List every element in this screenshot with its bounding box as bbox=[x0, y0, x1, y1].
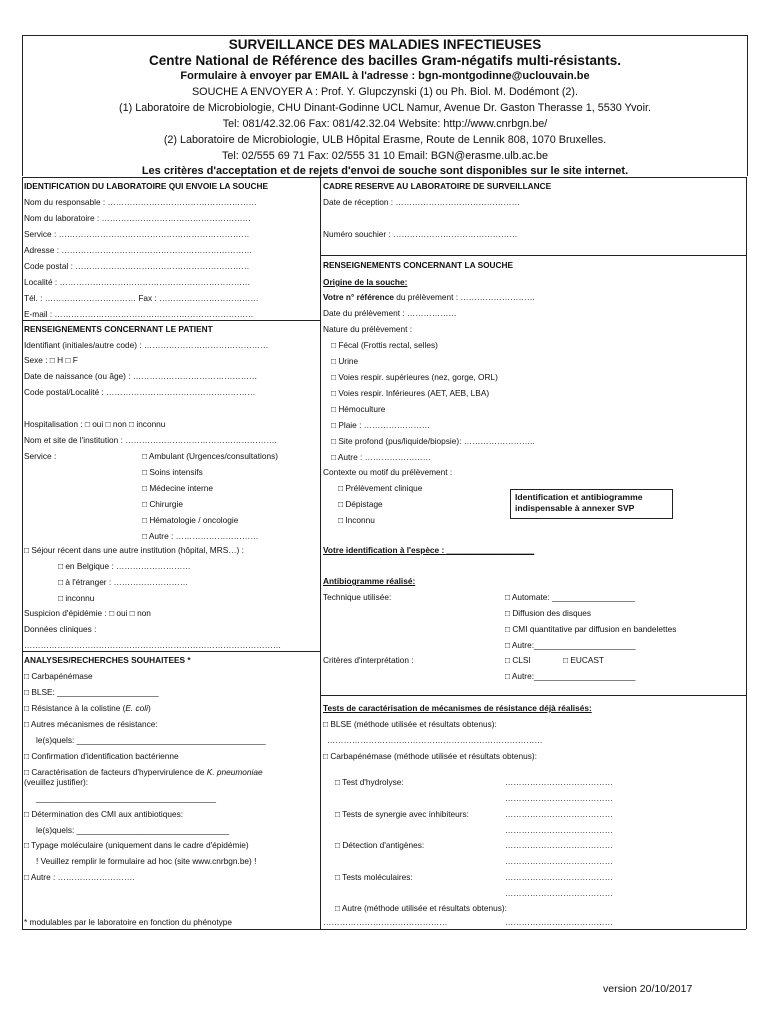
sejour-checkbox[interactable]: □ Séjour récent dans une autre institution (hôpital, MRS…) : bbox=[24, 545, 244, 555]
date-prelevement-field[interactable]: Date du prélèvement : ……………… bbox=[323, 308, 457, 318]
service-option-medecine[interactable]: □ Médecine interne bbox=[142, 483, 213, 493]
lab1-contact: Tel: 081/42.32.06 Fax: 081/42.32.04 Website: http://www.cnrbgn.be/ bbox=[222, 118, 548, 130]
critere-clsi[interactable]: □ CLSI bbox=[505, 655, 531, 665]
date-naissance-field[interactable]: Date de naissance (ou âge) : ……………………………………… bbox=[24, 371, 258, 381]
souche-heading: RENSEIGNEMENTS CONCERNANT LA SOUCHE bbox=[323, 260, 514, 270]
caracterisation-justify-label: (veuillez justifier): bbox=[24, 777, 89, 787]
espece-field[interactable]: Votre identification à l'espèce : ___________________ bbox=[323, 545, 535, 555]
analyse-typage[interactable]: □ Typage moléculaire (uniquement dans le cadre d'épidémie) bbox=[24, 840, 249, 850]
contexte-label: Contexte ou motif du prélèvement : bbox=[323, 467, 453, 477]
patient-code-postal-field[interactable]: Code postal/Localité : ……………………………………………… bbox=[24, 387, 256, 397]
reserved-heading: CADRE RESERVE AU LABORATOIRE DE SURVEILLANCE bbox=[323, 181, 552, 191]
souche-tests-separator bbox=[320, 695, 746, 696]
analyse-autres[interactable]: □ Autres mécanismes de résistance: bbox=[24, 719, 158, 729]
analyses-heading: ANALYSES/RECHERCHES SOUHAITEES * bbox=[24, 655, 191, 665]
grid-center-divider bbox=[320, 177, 321, 929]
analyses-footnote: * modulables par le laboratoire en fonction du phénotype bbox=[24, 917, 233, 927]
technique-autre[interactable]: □ Autre:______________________ bbox=[505, 640, 636, 650]
version-label: version 20/10/2017 bbox=[603, 983, 693, 995]
colistine-close: ) bbox=[147, 703, 151, 713]
nature-hemoculture[interactable]: □ Hémoculture bbox=[331, 404, 386, 414]
reserved-souche-separator bbox=[320, 255, 746, 256]
technique-label: Technique utilisée: bbox=[323, 592, 392, 602]
lab-patient-separator bbox=[22, 320, 320, 321]
caracterisation-text: □ Caractérisation de facteurs d'hypervirulence de bbox=[24, 767, 207, 777]
analyse-autre[interactable]: □ Autre : ………………………. bbox=[24, 872, 135, 882]
grid-bottom-line bbox=[22, 929, 746, 930]
patient-analyses-separator bbox=[22, 651, 320, 652]
sejour-belgique[interactable]: □ en Belgique : ……………………… bbox=[58, 561, 191, 571]
analyse-blse[interactable]: □ BLSE: ______________________ bbox=[24, 687, 159, 697]
colistine-text: □ Résistance à la colistine ( bbox=[24, 703, 126, 713]
identification-notice-line1: Identification et antibiogramme bbox=[515, 492, 643, 502]
lab2-address: (2) Laboratoire de Microbiologie, ULB Hôpital Erasme, Route de Lennik 808, 1070 Bruxelles. bbox=[163, 134, 607, 146]
lab-id-heading: IDENTIFICATION DU LABORATOIRE QUI ENVOIE LA SOUCHE bbox=[24, 181, 268, 191]
identification-notice-box bbox=[510, 489, 673, 519]
identifiant-field[interactable]: Identifiant (initiales/autre code) : ……………………………………… bbox=[24, 340, 269, 350]
hydrolyse-field-1[interactable]: ………………………………… bbox=[505, 777, 613, 787]
service-label: Service : bbox=[24, 451, 57, 461]
test-carbapenemase[interactable]: □ Carbapénémase (méthode utilisée et résultats obtenus): bbox=[323, 751, 537, 761]
autres-quels-field[interactable]: le(s)quels: _________________________________________ bbox=[36, 735, 266, 745]
reference-field[interactable] bbox=[323, 292, 535, 303]
antigenes-field-2[interactable]: ………………………………… bbox=[505, 856, 613, 866]
email-field[interactable]: E-mail : ……………………………………………………………… bbox=[24, 309, 254, 319]
caracterisation-field[interactable]: _______________________________________ bbox=[36, 793, 216, 803]
test-autre[interactable]: □ Autre (méthode utilisée et résultats obtenus): bbox=[335, 903, 507, 913]
service-option-soins-intensifs[interactable]: □ Soins intensifs bbox=[142, 467, 203, 477]
antigenes-field-1[interactable]: ………………………………… bbox=[505, 840, 613, 850]
analyse-confirmation[interactable]: □ Confirmation d'identification bactérienne bbox=[24, 751, 179, 761]
criteres-label: Critères d'interprétation : bbox=[323, 655, 414, 665]
nature-label: Nature du prélèvement : bbox=[323, 324, 413, 334]
adresse-field[interactable]: Adresse : …………………………………………………………… bbox=[24, 245, 253, 255]
moleculaires-field-1[interactable]: ………………………………… bbox=[505, 872, 613, 882]
technique-diffusion[interactable]: □ Diffusion des disques bbox=[505, 608, 592, 618]
technique-cmi[interactable]: □ CMI quantitative par diffusion en bandelettes bbox=[505, 624, 677, 634]
form-subtitle: Centre National de Référence des bacilles Gram-négatifs multi-résistants. bbox=[149, 53, 621, 68]
caracterisation-species: K. pneumoniae bbox=[206, 767, 263, 777]
test-autre-field-2[interactable]: ………………………………… bbox=[505, 917, 613, 927]
test-antigenes[interactable]: □ Détection d'antigènes: bbox=[335, 840, 425, 850]
souche-recipient: SOUCHE A ENVOYER A : Prof. Y. Glupczynski (1) ou Ph. Biol. M. Dodémont (2). bbox=[191, 86, 579, 98]
test-synergie[interactable]: □ Tests de synergie avec inhibiteurs: bbox=[335, 809, 469, 819]
typage-note: ! Veuillez remplir le formulaire ad hoc (site www.cnrbgn.be) ! bbox=[36, 856, 257, 866]
analyse-cmi[interactable]: □ Détermination des CMI aux antibiotiques: bbox=[24, 809, 184, 819]
date-reception-field[interactable]: Date de réception : ……………………………………… bbox=[323, 197, 520, 207]
nature-autre[interactable]: □ Autre : …………………… bbox=[331, 452, 431, 462]
donnees-label: Données cliniques : bbox=[24, 624, 97, 634]
nature-voies-inf[interactable]: □ Voies respir. Inférieures (AET, AEB, LBA) bbox=[331, 388, 490, 398]
contexte-inconnu[interactable]: □ Inconnu bbox=[338, 515, 375, 525]
send-email-instruction: Formulaire à envoyer par EMAIL à l'adresse : bgn-montgodinne@uclouvain.be bbox=[180, 70, 590, 82]
test-autre-field-1[interactable]: ……………………………………… bbox=[323, 917, 448, 927]
technique-automate[interactable]: □ Automate: __________________ bbox=[505, 592, 636, 602]
tel-fax-field[interactable]: Tél. : …………………………… Fax : ……………………………… bbox=[24, 293, 259, 303]
nature-plaie[interactable]: □ Plaie : …………………… bbox=[331, 420, 431, 430]
grid-left-border bbox=[22, 177, 23, 929]
numero-souchier-field[interactable]: Numéro souchier : ……………………………………… bbox=[323, 229, 518, 239]
reference-dots: du prélèvement : ……………………… bbox=[393, 292, 536, 302]
suspicion-checkboxes[interactable]: Suspicion d'épidémie : □ oui □ non bbox=[24, 608, 151, 618]
service-field[interactable]: Service : …………………………………………………………… bbox=[24, 229, 250, 239]
service-option-autre[interactable]: □ Autre : ………………………… bbox=[142, 531, 259, 541]
localite-field[interactable]: Localité : …………………………………………………………… bbox=[24, 277, 251, 287]
grid-top-line bbox=[22, 177, 746, 178]
service-option-ambulant[interactable]: □ Ambulant (Urgences/consultations) bbox=[142, 451, 278, 461]
nature-voies-sup[interactable]: □ Voies respir. supérieures (nez, gorge, ORL) bbox=[331, 372, 498, 382]
critere-eucast[interactable]: □ EUCAST bbox=[563, 655, 604, 665]
nature-urine[interactable]: □ Urine bbox=[331, 356, 359, 366]
antibiogramme-heading: Antibiogramme réalisé: bbox=[323, 576, 416, 586]
sejour-etranger[interactable]: □ à l'étranger : ……………………… bbox=[58, 577, 189, 587]
cmi-quels-field[interactable]: le(s)quels: _________________________________ bbox=[36, 825, 229, 835]
tests-heading: Tests de caractérisation de mécanismes de résistance déjà réalisés: bbox=[323, 703, 592, 713]
service-option-chirurgie[interactable]: □ Chirurgie bbox=[142, 499, 183, 509]
analyse-colistine[interactable] bbox=[24, 703, 151, 714]
test-hydrolyse[interactable]: □ Test d'hydrolyse: bbox=[335, 777, 404, 787]
institution-field[interactable]: Nom et site de l'institution : ………………………………………………. bbox=[24, 435, 277, 445]
colistine-species: E. coli bbox=[125, 703, 148, 713]
sexe-checkboxes[interactable]: Sexe : □ H □ F bbox=[24, 355, 78, 365]
nature-site-profond[interactable]: □ Site profond (pus/liquide/biopsie): …………………….. bbox=[331, 436, 535, 446]
identification-notice-line2: indispensable à annexer SVP bbox=[515, 503, 635, 513]
responsable-field[interactable]: Nom du responsable : ……………………………………………… bbox=[24, 197, 257, 207]
test-moleculaires[interactable]: □ Tests moléculaires: bbox=[335, 872, 413, 882]
lab1-address: (1) Laboratoire de Microbiologie, CHU Dinant-Godinne UCL Namur, Avenue Dr. Gaston Therasse 1, 5530 Yvoir. bbox=[119, 102, 651, 114]
hydrolyse-field-2[interactable]: ………………………………… bbox=[505, 793, 613, 803]
service-option-hematologie[interactable]: □ Hématologie / oncologie bbox=[142, 515, 239, 525]
donnees-field[interactable]: ………………………………………………………………………………… bbox=[24, 640, 282, 650]
contexte-clinique[interactable]: □ Prélèvement clinique bbox=[338, 483, 423, 493]
reference-label: Votre n° référence bbox=[323, 292, 394, 302]
test-blse[interactable]: □ BLSE (méthode utilisée et résultats obtenus): bbox=[323, 719, 497, 729]
synergie-field-2[interactable]: ………………………………… bbox=[505, 825, 613, 835]
lab2-contact: Tel: 02/555 69 71 Fax: 02/555 31 10 Email: BGN@erasme.ulb.ac.be bbox=[221, 150, 549, 162]
code-postal-field[interactable]: Code postal : ……………………………………………………… bbox=[24, 261, 250, 271]
critere-autre[interactable]: □ Autre:______________________ bbox=[505, 671, 636, 681]
synergie-field-1[interactable]: ………………………………… bbox=[505, 809, 613, 819]
laboratoire-field[interactable]: Nom du laboratoire : ……………………………………………… bbox=[24, 213, 251, 223]
sejour-inconnu[interactable]: □ inconnu bbox=[58, 593, 95, 603]
patient-heading: RENSEIGNEMENTS CONCERNANT LE PATIENT bbox=[24, 324, 213, 334]
hospitalisation-checkboxes[interactable]: Hospitalisation : □ oui □ non □ inconnu bbox=[24, 419, 166, 429]
grid-right-border bbox=[746, 177, 747, 929]
form-title: SURVEILLANCE DES MALADIES INFECTIEUSES bbox=[228, 37, 542, 52]
contexte-depistage[interactable]: □ Dépistage bbox=[338, 499, 383, 509]
origine-heading: Origine de la souche: bbox=[323, 277, 408, 287]
test-blse-field[interactable]: …………………………………………………………………… bbox=[327, 735, 543, 745]
analyse-carbapenemase[interactable]: □ Carbapénémase bbox=[24, 671, 93, 681]
criteria-note: Les critères d'acceptation et de rejets d'envoi de souche sont disponibles sur le site internet. bbox=[141, 165, 629, 177]
form-header bbox=[22, 35, 748, 176]
nature-fecal[interactable]: □ Fécal (Frottis rectal, selles) bbox=[331, 340, 438, 350]
moleculaires-field-2[interactable]: ………………………………… bbox=[505, 888, 613, 898]
